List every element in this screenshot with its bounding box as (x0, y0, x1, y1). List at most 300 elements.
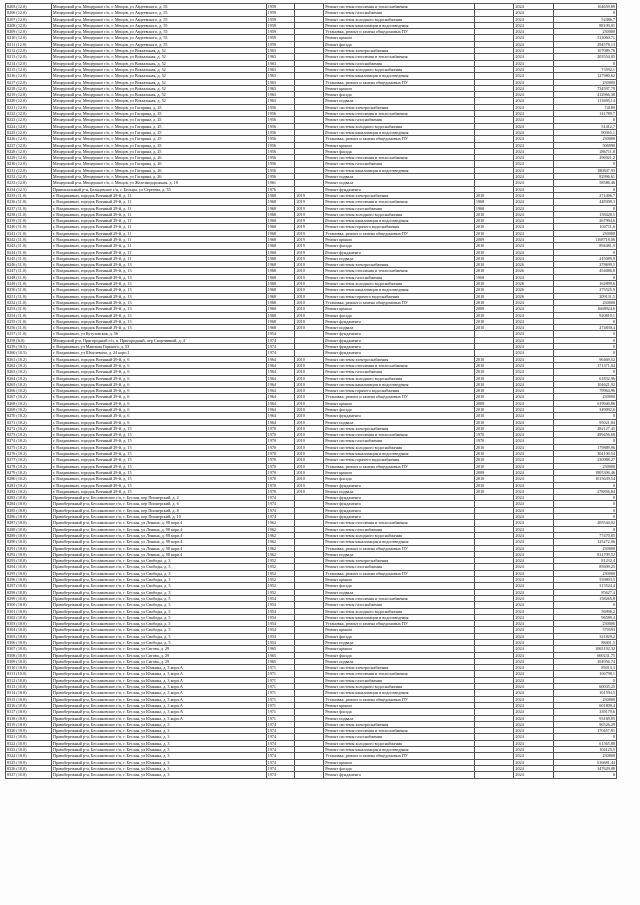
last-repair-year-cell: 2009 (474, 236, 514, 242)
cost-cell: 230000 (553, 230, 616, 236)
reconstruction-year-cell: 2010 (295, 457, 324, 463)
planned-year-cell: 2024 (514, 224, 554, 230)
last-repair-year-cell: 1968 (474, 205, 514, 211)
cost-cell: 1015639,54 (553, 476, 616, 482)
build-year-cell: 1963 (266, 85, 295, 91)
reconstruction-year-cell: 2010 (295, 281, 324, 287)
planned-year-cell: 2024 (514, 614, 554, 620)
address-cell: Мещерский р-н, Мещерское г/п, г. Мещов, ул Авдеевского, д. 55 (51, 16, 266, 22)
cost-cell: 104125,5 (553, 747, 616, 753)
cost-cell: 245089,9 (553, 255, 616, 261)
reconstruction-year-cell: 2010 (295, 306, 324, 312)
cost-cell: 230988,27 (553, 457, 616, 463)
row-number-cell: 8293 (10.0) (6, 558, 52, 564)
build-year-cell: 1968 (266, 255, 295, 261)
work-type-cell: Ремонт системы газоснабжения (324, 10, 475, 16)
planned-year-cell: 2024 (514, 243, 554, 249)
last-repair-year-cell: 2010 (474, 218, 514, 224)
planned-year-cell: 2024 (514, 551, 554, 557)
cost-cell: 61565,88 (553, 740, 616, 746)
address-cell: Мещерский р-н, Мещерское г/п, г. Мещов, ул Гагарина, д. 26 (51, 167, 266, 173)
cost-cell: 0 (553, 274, 616, 280)
planned-year-cell: 2026 (514, 262, 554, 268)
build-year-cell: 1970 (266, 451, 295, 457)
address-cell: Мещерский р-н, Мещерское г/п, г. Мещов, ул Вокзальная, д. 52 (51, 98, 266, 104)
work-type-cell: Ремонт системы холодного водоснабжения (324, 123, 475, 129)
build-year-cell: 1963 (266, 79, 295, 85)
row-number-cell: 8324 (10.0) (6, 753, 52, 759)
address-cell: г. Владикавказ, городок Военный 29-й, д. 15 (51, 469, 266, 475)
build-year-cell: 1974 (266, 501, 295, 507)
row-number-cell: 8326 (10.0) (6, 765, 52, 771)
work-type-cell: Ремонт системы отопления и теплоснабжения (324, 111, 475, 117)
work-type-cell: Ремонт фундамента (324, 186, 475, 192)
address-cell: Мещерский р-н, Мещерское г/п, г. Мещов, ул Авдеевского, д. 55 (51, 41, 266, 47)
build-year-cell: 1968 (266, 236, 295, 242)
last-repair-year-cell: 2009 (474, 400, 514, 406)
planned-year-cell: 2024 (514, 331, 554, 337)
build-year-cell: 1968 (266, 287, 295, 293)
work-type-cell: Ремонт системы электроснабжения (324, 558, 475, 564)
address-cell: Правобережный р-н, Беслановское г/п, г. Беслан, ул Свободы, д. 5 (51, 621, 266, 627)
row-number-cell: 8225 (12.0) (6, 129, 52, 135)
address-cell: г. Владикавказ, городок Военный 29-й, д. 11 (51, 255, 266, 261)
last-repair-year-cell: 1970 (474, 432, 514, 438)
row-number-cell: 8209 (12.0) (6, 29, 52, 35)
cost-cell: 0 (553, 350, 616, 356)
cost-cell: 85699,25 (553, 564, 616, 570)
build-year-cell: 1963 (266, 48, 295, 54)
build-year-cell: 1963 (266, 54, 295, 60)
reconstruction-year-cell: 2010 (295, 419, 324, 425)
build-year-cell: 1971 (266, 715, 295, 721)
reconstruction-year-cell: 2010 (295, 407, 324, 413)
reconstruction-year-cell: 2010 (295, 482, 324, 488)
reconstruction-year-cell: 2010 (295, 432, 324, 438)
build-year-cell: 1952 (266, 558, 295, 564)
work-type-cell: Ремонт системы газоснабжения (324, 274, 475, 280)
address-cell: г. Владикавказ, городок Военный 29-й, д. 13 (51, 262, 266, 268)
reconstruction-year-cell: 2010 (295, 394, 324, 400)
planned-year-cell: 2024 (514, 419, 554, 425)
cost-cell: 347629,88 (553, 765, 616, 771)
cost-cell: 85013,3 (553, 665, 616, 671)
planned-year-cell: 2024 (514, 136, 554, 142)
cost-cell: 412966,38 (553, 92, 616, 98)
address-cell: г. Владикавказ, городок Военный 29-й, д. 6 (51, 375, 266, 381)
cost-cell: 0 (553, 734, 616, 740)
planned-year-cell: 2024 (514, 413, 554, 419)
cost-cell: 90365,1 (553, 129, 616, 135)
address-cell: г. Владикавказ, городок Военный 29-й, д. 15 (51, 476, 266, 482)
row-number-cell: 8265 (10.2) (6, 381, 52, 387)
work-type-cell: Ремонт фундамента (324, 501, 475, 507)
address-cell: Правобережный р-н, Беслановское г/п, г. Беслан, ул Свободы, д. 5 (51, 608, 266, 614)
planned-year-cell: 2024 (514, 721, 554, 727)
row-number-cell: 8306 (10.0) (6, 639, 52, 645)
build-year-cell: 1970 (266, 463, 295, 469)
build-year-cell: 1963 (266, 92, 295, 98)
work-type-cell: Ремонт фасада (324, 41, 475, 47)
build-year-cell: 1968 (266, 243, 295, 249)
work-type-cell: Ремонт системы горячего водоснабжения (324, 293, 475, 299)
row-number-cell: 8299 (10.0) (6, 595, 52, 601)
table-row (6, 772, 617, 778)
build-year-cell: 1971 (266, 709, 295, 715)
build-year-cell: 1970 (266, 425, 295, 431)
build-year-cell: 1954 (266, 608, 295, 614)
row-number-cell: 8317 (10.0) (6, 709, 52, 715)
build-year-cell: 1964 (266, 369, 295, 375)
build-year-cell: 1974 (266, 747, 295, 753)
build-year-cell: 1968 (266, 218, 295, 224)
address-cell: г. Владикавказ, городок Военный 29-й, д. 13 (51, 312, 266, 318)
build-year-cell: 1959 (266, 35, 295, 41)
last-repair-year-cell: 2010 (474, 476, 514, 482)
planned-year-cell: 2024 (514, 318, 554, 324)
build-year-cell: 1964 (266, 407, 295, 413)
cost-cell: 513060,71 (553, 35, 616, 41)
planned-year-cell: 2024 (514, 236, 554, 242)
cost-cell: 230000 (553, 621, 616, 627)
cost-cell: 0 (553, 507, 616, 513)
row-number-cell: 8227 (12.0) (6, 142, 52, 148)
work-type-cell: Ремонт фасада (324, 407, 475, 413)
last-repair-year-cell: 2010 (474, 211, 514, 217)
planned-year-cell: 2024 (514, 155, 554, 161)
planned-year-cell: 2024 (514, 161, 554, 167)
cost-cell: 349092,6 (553, 407, 616, 413)
build-year-cell: 1956 (266, 174, 295, 180)
work-type-cell: Ремонт подвала (324, 419, 475, 425)
last-repair-year-cell: 2010 (474, 394, 514, 400)
row-number-cell: 8246 (11.0) (6, 262, 52, 268)
work-type-cell: Ремонт системы канализации и водоотведения (324, 747, 475, 753)
row-number-cell: 8253 (11.0) (6, 306, 52, 312)
build-year-cell: 1965 (266, 658, 295, 664)
row-number-cell: 8228 (12.0) (6, 148, 52, 154)
row-number-cell: 8273 (10.2) (6, 432, 52, 438)
row-number-cell: 8238 (11.0) (6, 211, 52, 217)
work-type-cell: Ремонт системы горячего водоснабжения (324, 457, 475, 463)
planned-year-cell: 2024 (514, 48, 554, 54)
last-repair-year-cell: 1968 (474, 199, 514, 205)
address-cell: Мещерский р-н, Мещерское г/п, г. Мещов, ул Гагарина, д. 26 (51, 155, 266, 161)
cost-cell: 0 (553, 369, 616, 375)
address-cell: г. Владикавказ, городок Военный 29-й, д. 6 (51, 362, 266, 368)
cost-cell: 286711,8 (553, 148, 616, 154)
planned-year-cell: 2024 (514, 747, 554, 753)
build-year-cell: 1968 (266, 268, 295, 274)
row-number-cell: 8304 (10.0) (6, 627, 52, 633)
row-number-cell: 8289 (10.0) (6, 532, 52, 538)
work-type-cell: Ремонт системы газоснабжения (324, 161, 475, 167)
row-number-cell: 8274 (10.2) (6, 438, 52, 444)
cost-cell: 96526,29 (553, 721, 616, 727)
work-type-cell: Ремонт системы холодного водоснабжения (324, 608, 475, 614)
planned-year-cell: 2024 (514, 148, 554, 154)
work-type-cell: Ремонт системы отопления и теплоснабжения (324, 520, 475, 526)
last-repair-year-cell (474, 772, 514, 778)
row-number-cell: 8249 (11.0) (6, 281, 52, 287)
row-number-cell: 8215 (12.0) (6, 66, 52, 72)
work-type-cell: Ремонт подвала (324, 551, 475, 557)
cost-cell: 205544,02 (553, 520, 616, 526)
cost-cell: 619940,86 (553, 400, 616, 406)
planned-year-cell: 2024 (514, 558, 554, 564)
planned-year-cell: 2024 (514, 539, 554, 545)
build-year-cell: 1971 (266, 665, 295, 671)
address-cell: Мещерский р-н, Мещерское г/п, г. Мещов, ул Авдеевского, д. 55 (51, 35, 266, 41)
build-year-cell: 1956 (266, 142, 295, 148)
row-number-cell: 8271 (10.2) (6, 419, 52, 425)
planned-year-cell: 2024 (514, 325, 554, 331)
address-cell: г. Владикавказ, городок Военный 29-й, д. 15 (51, 432, 266, 438)
cost-cell: 278856,84 (553, 488, 616, 494)
row-number-cell: 8240 (11.0) (6, 224, 52, 230)
planned-year-cell: 2024 (514, 684, 554, 690)
last-repair-year-cell: 2010 (474, 192, 514, 198)
address-cell: Правобережный р-н, Беслановское г/п, г. Беслан, ул Свободы, д. 5 (51, 627, 266, 633)
work-type-cell: Ремонт фундамента (324, 413, 475, 419)
work-type-cell: Ремонт фундамента (324, 495, 475, 501)
address-cell: г. Владикавказ, городок Военный 29-й, д. 6 (51, 388, 266, 394)
reconstruction-year-cell: 2010 (295, 293, 324, 299)
work-type-cell: Ремонт системы газоснабжения (324, 117, 475, 123)
work-type-cell: Ремонт фундамента (324, 514, 475, 520)
work-type-cell: Ремонт системы горячего водоснабжения (324, 224, 475, 230)
cost-cell: 0 (553, 331, 616, 337)
address-cell: г. Владикавказ, городок Военный 29-й, д. 15 (51, 438, 266, 444)
build-year-cell: 1968 (266, 325, 295, 331)
cost-cell: 88401,5 (553, 639, 616, 645)
build-year-cell: 1962 (266, 539, 295, 545)
address-cell: Мещерский р-н, Мещерское г/п, г. Мещов, ул Вокзальная, д. 52 (51, 79, 266, 85)
planned-year-cell: 2024 (514, 167, 554, 173)
planned-year-cell: 2024 (514, 350, 554, 356)
row-number-cell: 8301 (10.0) (6, 608, 52, 614)
planned-year-cell: 2026 (514, 293, 554, 299)
build-year-cell: 1956 (266, 148, 295, 154)
cost-cell: 1805306,46 (553, 469, 616, 475)
planned-year-cell: 2024 (514, 564, 554, 570)
row-number-cell: 8214 (12.0) (6, 60, 52, 66)
work-type-cell: Установка, ремонт и замена общедомовых ПУ (324, 463, 475, 469)
row-number-cell: 8216 (12.0) (6, 73, 52, 79)
planned-year-cell: 2024 (514, 142, 554, 148)
planned-year-cell: 2024 (514, 111, 554, 117)
address-cell: Мещерский р-н, Мещерское г/п, г. Мещов, ул Гагарина, д. 26 (51, 161, 266, 167)
cost-cell: 0 (553, 344, 616, 350)
address-cell: Правобережный р-н, Беслановское г/п, г. Беслан, ул Юнкина, д. 3 (51, 753, 266, 759)
address-cell: Правобережный р-н, Беслановское г/п, г. Беслан, ул Свободы, д. 5 (51, 602, 266, 608)
planned-year-cell: 2024 (514, 444, 554, 450)
row-number-cell: 8303 (10.0) (6, 621, 52, 627)
work-type-cell: Ремонт фундамента (324, 318, 475, 324)
cost-cell: 0 (553, 482, 616, 488)
reconstruction-year-cell: 2010 (295, 325, 324, 331)
row-number-cell: 8260 (10.5) (6, 350, 52, 356)
address-cell: Правобережный р-н, Беслановское г/п, г. Беслан, ул Юнкина, д. 3 корп.А (51, 702, 266, 708)
reconstruction-year-cell: 2019 (295, 255, 324, 261)
row-number-cell: 8278 (10.2) (6, 463, 52, 469)
row-number-cell: 8305 (10.0) (6, 633, 52, 639)
planned-year-cell: 2024 (514, 230, 554, 236)
planned-year-cell: 2024 (514, 740, 554, 746)
build-year-cell: 1970 (266, 457, 295, 463)
build-year-cell: 1959 (266, 29, 295, 35)
row-number-cell: 8206 (12.0) (6, 10, 52, 16)
row-number-cell: 8323 (10.0) (6, 747, 52, 753)
row-number-cell: 8297 (10.0) (6, 583, 52, 589)
planned-year-cell: 2024 (514, 438, 554, 444)
work-type-cell: Ремонт системы отопления и теплоснабжения (324, 671, 475, 677)
work-type-cell: Ремонт крыши (324, 627, 475, 633)
row-number-cell: 8294 (10.0) (6, 564, 52, 570)
row-number-cell: 8325 (10.0) (6, 759, 52, 765)
last-repair-year-cell: 2010 (474, 362, 514, 368)
work-type-cell: Ремонт системы холодного водоснабжения (324, 16, 475, 22)
row-number-cell: 8310 (10.0) (6, 665, 52, 671)
cost-cell: 58586,46 (553, 180, 616, 186)
planned-year-cell: 2026 (514, 287, 554, 293)
last-repair-year-cell: 2010 (474, 482, 514, 488)
work-type-cell: Ремонт системы холодного водоснабжения (324, 66, 475, 72)
address-cell: г. Владикавказ, городок Военный 29-й, д. 15 (51, 482, 266, 488)
address-cell: Правобережный р-н, Беслановское г/п, г. Беслан, ул Юнкина, д. 3 корп.А (51, 709, 266, 715)
row-number-cell: 8285 (10.0) (6, 507, 52, 513)
work-type-cell: Установка, ремонт и замена общедомовых ПУ (324, 696, 475, 702)
address-cell: Правобережный р-н, Беслановское г/п, г. Беслан, пер Пионерский, д. 8 (51, 507, 266, 513)
build-year-cell: 1954 (266, 331, 295, 337)
row-number-cell: 8327 (10.0) (6, 772, 52, 778)
planned-year-cell: 2024 (514, 362, 554, 368)
work-type-cell: Ремонт крыши (324, 236, 475, 242)
work-type-cell: Ремонт системы канализации и водоотведения (324, 129, 475, 135)
build-year-cell: 1974 (266, 507, 295, 513)
address-cell: Правобережный р-н, Беслановское г/п, г. Беслан, ул Сигова, д. 29 (51, 646, 266, 652)
work-type-cell: Установка, ремонт и замена общедомовых ПУ (324, 29, 475, 35)
planned-year-cell: 2024 (514, 375, 554, 381)
cost-cell: 158265,8 (553, 595, 616, 601)
cost-cell: 0 (553, 677, 616, 683)
row-number-cell: 8257 (11.0) (6, 331, 52, 337)
row-number-cell: 8230 (12.0) (6, 161, 52, 167)
row-number-cell: 8291 (10.0) (6, 545, 52, 551)
planned-year-cell: 2024 (514, 501, 554, 507)
row-number-cell: 8263 (10.2) (6, 369, 52, 375)
row-number-cell: 8251 (11.0) (6, 293, 52, 299)
build-year-cell: 1974 (266, 753, 295, 759)
build-year-cell: 1968 (266, 211, 295, 217)
row-number-cell: 8314 (10.0) (6, 690, 52, 696)
work-type-cell: Ремонт фундамента (324, 337, 475, 343)
address-cell: г. Владикавказ, городок Военный 29-й, д. 6 (51, 356, 266, 362)
planned-year-cell: 2024 (514, 104, 554, 110)
build-year-cell: 1962 (266, 532, 295, 538)
address-cell: Правобережный р-н, Беслановское г/п, г. Беслан, ул Юнкина, д. 3 корп.А (51, 715, 266, 721)
work-type-cell: Ремонт фундамента (324, 331, 475, 337)
reconstruction-year-cell (295, 772, 324, 778)
address-cell: г. Владикавказ, городок Военный 29-й, д. 6 (51, 407, 266, 413)
work-type-cell: Ремонт системы газоснабжения (324, 438, 475, 444)
cost-cell: 104621,92 (553, 381, 616, 387)
last-repair-year-cell: 2010 (474, 413, 514, 419)
row-number-cell: 8284 (10.0) (6, 501, 52, 507)
address-cell: Мещерский р-н, Мещерское г/п, г. Мещов, ул Гагарина, д. 25 (51, 104, 266, 110)
last-repair-year-cell: 2010 (474, 293, 514, 299)
address-cell: Правобережный р-н, Беслановское г/п, г. Беслан, ул Свободы, д. 3 (51, 558, 266, 564)
row-number-cell: 8255 (11.0) (6, 318, 52, 324)
row-number-cell: 8217 (12.0) (6, 79, 52, 85)
address-cell: г. Владикавказ, городок Военный 29-й, д. 13 (51, 299, 266, 305)
address-cell: Правобережный р-н, Беслановское г/п, г. Беслан, ул Ленина, д. 98 корп.4 (51, 520, 266, 526)
work-type-cell: Ремонт системы канализации и водоотведения (324, 218, 475, 224)
cost-cell: 79964,96 (553, 388, 616, 394)
row-number-cell: 8226 (12.0) (6, 136, 52, 142)
cost-cell: 894481,9 (553, 243, 616, 249)
row-number-cell: 8208 (12.0) (6, 22, 52, 28)
cost-cell: 294578,13 (553, 41, 616, 47)
reconstruction-year-cell: 2019 (295, 243, 324, 249)
row-number-cell: 8234 (12.5) (6, 186, 52, 192)
work-type-cell: Ремонт системы холодного водоснабжения (324, 684, 475, 690)
planned-year-cell: 2024 (514, 658, 554, 664)
address-cell: Правобережный р-н, Беслановское г/п, г. Беслан, ул Ленина, д. 98 корп.4 (51, 551, 266, 557)
address-cell: г. Владикавказ, городок Военный 29-й, д. 11 (51, 249, 266, 255)
planned-year-cell: 2024 (514, 369, 554, 375)
row-number-cell: 8319 (10.0) (6, 721, 52, 727)
cost-cell: 60035,25 (553, 684, 616, 690)
work-type-cell: Ремонт фасада (324, 709, 475, 715)
cost-cell: 814709,52 (553, 551, 616, 557)
planned-year-cell: 2024 (514, 10, 554, 16)
row-number-cell: 8275 (10.2) (6, 444, 52, 450)
reconstruction-year-cell: 2010 (295, 476, 324, 482)
work-type-cell: Ремонт системы отопления и теплоснабжения (324, 362, 475, 368)
cost-cell: 73592,1 (553, 66, 616, 72)
reconstruction-year-cell: 2010 (295, 287, 324, 293)
work-type-cell: Установка, ремонт и замена общедомовых ПУ (324, 299, 475, 305)
cost-cell: 164956,74 (553, 658, 616, 664)
address-cell: Правобережный р-н, Беслановское г/п, г. Беслан, ул Юнкина, д. 3 (51, 759, 266, 765)
row-number-cell: 8277 (10.2) (6, 457, 52, 463)
row-number-cell: 8282 (10.2) (6, 488, 52, 494)
build-year-cell: 1954 (266, 621, 295, 627)
work-type-cell: Ремонт системы электроснабжения (324, 425, 475, 431)
cost-cell: 0 (553, 205, 616, 211)
row-number-cell: 8247 (11.0) (6, 268, 52, 274)
address-cell: Мещерский р-н, Мещерское г/п, г. Мещов, ул Гагарина, д. 25 (51, 142, 266, 148)
planned-year-cell: 2024 (514, 532, 554, 538)
planned-year-cell: 2024 (514, 734, 554, 740)
work-type-cell: Установка, ремонт и замена общедомовых ПУ (324, 545, 475, 551)
cost-cell: 81232,4 (553, 558, 616, 564)
cost-cell: 101594,5 (553, 690, 616, 696)
address-cell: Мещерский р-н, Пригородный г/п, п. Пригородный, пер Спортивный, д. 4 (51, 337, 266, 343)
build-year-cell: 1974 (266, 344, 295, 350)
planned-year-cell: 2024 (514, 589, 554, 595)
build-year-cell: 1974 (266, 337, 295, 343)
address-cell: Правобережный р-н, Беслановское г/п, г. Беслан, ул Юнкина, д. 3 корп.А (51, 684, 266, 690)
row-number-cell: 8224 (12.0) (6, 123, 52, 129)
build-year-cell: 1968 (266, 192, 295, 198)
address-cell: Мещерский р-н, Мещерское г/п, г. Мещов, ул Вокзальная, д. 52 (51, 73, 266, 79)
work-type-cell: Установка, ремонт и замена общедомовых ПУ (324, 136, 475, 142)
build-year-cell: 1971 (266, 702, 295, 708)
planned-year-cell: 2024 (514, 753, 554, 759)
cost-cell: 267994,6 (553, 218, 616, 224)
